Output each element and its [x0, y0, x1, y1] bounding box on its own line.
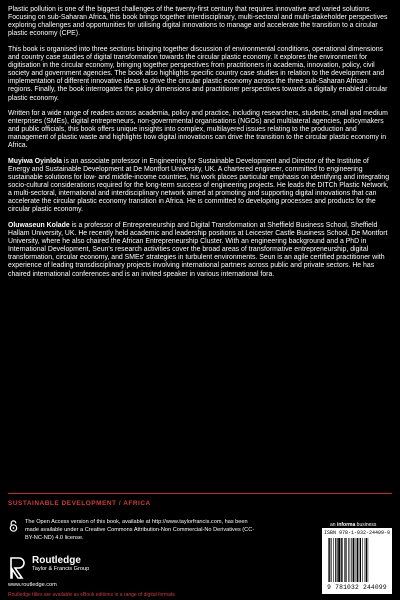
- barcode-bar: [331, 538, 332, 582]
- open-access-lock-icon: [9, 520, 18, 532]
- barcode-bar: [328, 538, 329, 582]
- barcode-bar: [348, 538, 349, 582]
- author-bio-text-2: is a professor of Entrepreneurship and Digital Transformation at Sheffield Business School, Sheffield Hallam University, UK. He recently held academic and leadership positions at Leicester Castle Business School, De Montfort University, where he also chaired the African Entrepreneurship Cluster. With an engineering background and a PhD in International Development, Seun's research activities cover the broad areas of transformative entrepreneurship, digital transformation, circular economy, and SMEs' strategies in turbulent environments. Seun is an agile certified practitioner with experience of leading transdisciplinary projects involving international partners across public and private sectors. He has chaired international conferences and is an invited speaker in various international fora.: [8, 221, 388, 278]
- barcode-bar: [366, 538, 367, 582]
- author-bio-2: [8, 222, 392, 279]
- author-name-1: Muyiwa Oyinlola: [8, 157, 62, 165]
- blurb-paragraph-2: This book is organised into three sections bringing together discussion of environmental conditions, operational dimensions and country case studies of digital transformation towards the circular plastic economy. It explores the environment for digitisation in the circular economy, bringing together perspectives from practitioners in academia, innovation, policy, civil society and government agencies. The book also highlights specific country case studies in relation to the development and implementation of different innovative ideas to drive the circular plastic economy across the three sub-Saharan African regions. Finally, the book interrogates the policy dimensions and practitioner perspectives towards a digitally enabled circular plastic economy.: [8, 45, 388, 102]
- open-access-notice: The Open Access version of this book, available at http://www.taylorfrancis.com, has been made available under a Creative Commons Attribution-Non Commercial-No Derivatives (CC-BY-NC-ND) 4.0 license.: [25, 519, 255, 541]
- informa-brand: informa: [336, 522, 356, 528]
- barcode-bars: [328, 538, 386, 582]
- barcode-bar: [338, 538, 340, 582]
- barcode-digits: 9 781032 244099: [327, 584, 387, 591]
- barcode-bar: [359, 538, 360, 582]
- author-bio-1: [8, 158, 392, 215]
- publisher-block: [32, 555, 89, 573]
- barcode-bar: [351, 538, 352, 582]
- subject-category: SUSTAINABLE DEVELOPMENT / AFRICA: [8, 500, 151, 507]
- divider-rule: [8, 493, 392, 494]
- barcode-bar: [356, 538, 357, 582]
- barcode-bar: [333, 538, 334, 582]
- barcode-bar: [329, 538, 330, 582]
- author-name-2: Oluwaseun Kolade: [8, 221, 70, 229]
- barcode-bar: [362, 538, 363, 582]
- publisher-name: Routledge: [32, 555, 81, 566]
- publisher-group: Taylor & Francis Group: [32, 566, 90, 572]
- barcode-bar: [345, 538, 346, 582]
- barcode-bar: [353, 538, 355, 582]
- barcode-bar: [337, 538, 338, 582]
- barcode-bar: [341, 538, 342, 582]
- back-cover-blurb: [8, 6, 392, 286]
- publisher-website: www.routledge.com: [8, 582, 57, 588]
- informa-suffix: business: [355, 522, 377, 528]
- author-bio-text-1: is an associate professor in Engineering for Sustainable Development and Director of the Institute of Energy and Sustainable Development at De Montfort University, UK. A chartered engineer, committed to engineering sustainable solutions for low- and middle-income countries, his work places particular emphasis on identifying and integrating socio-cultural considerations required for the long-term success of engineering projects. He leads the DITCh Plastic Network, a multi-sectoral, international and interdisciplinary network aimed at promoting and supporting digital innovations that can accelerate the circular plastic economy transition in Africa. He is committed to developing processes and products for the circular plastic economy.: [8, 157, 390, 214]
- isbn-barcode: [322, 528, 392, 594]
- isbn-label: ISBN 978-1-032-24409-9: [323, 530, 390, 536]
- blurb-paragraph-1: Plastic pollution is one of the biggest challenges of the twenty-first century that requires innovative and varied solutions. Focusing on sub-Saharan Africa, this book brings together interdisciplinary, multi-sectoral and multi-stakeholder perspectives exploring challenges and opportunities for utilising digital innovations to manage and accelerate the transition to a circular plastic economy (CPE).: [8, 6, 388, 38]
- blurb-paragraph-3: Written for a wide range of readers across academia, policy and practice, including researchers, students, small and medium enterprises (SMEs), digital entrepreneurs, non-governmental organisations (NGOs) and multilateral agencies, policymakers and public officials, this book offers unique insights into complex, multilayered issues relating to the production and management of plastic waste and highlights how digital innovations can drive the transition to the circular plastic economy in Africa.: [8, 109, 388, 150]
- routledge-r-logo-icon: [8, 556, 28, 580]
- barcode-bar: [350, 538, 351, 582]
- barcode-bar: [335, 538, 336, 582]
- barcode-bar: [368, 538, 369, 582]
- barcode-bar: [357, 538, 358, 582]
- barcode-bar: [365, 538, 366, 582]
- barcode-bar: [344, 538, 345, 582]
- barcode-bar: [342, 538, 343, 582]
- informa-prefix: an: [330, 522, 337, 528]
- ebook-note: Routledge titles are available as eBook editions in a range of digital formats: [8, 592, 175, 598]
- barcode-bar: [360, 538, 361, 582]
